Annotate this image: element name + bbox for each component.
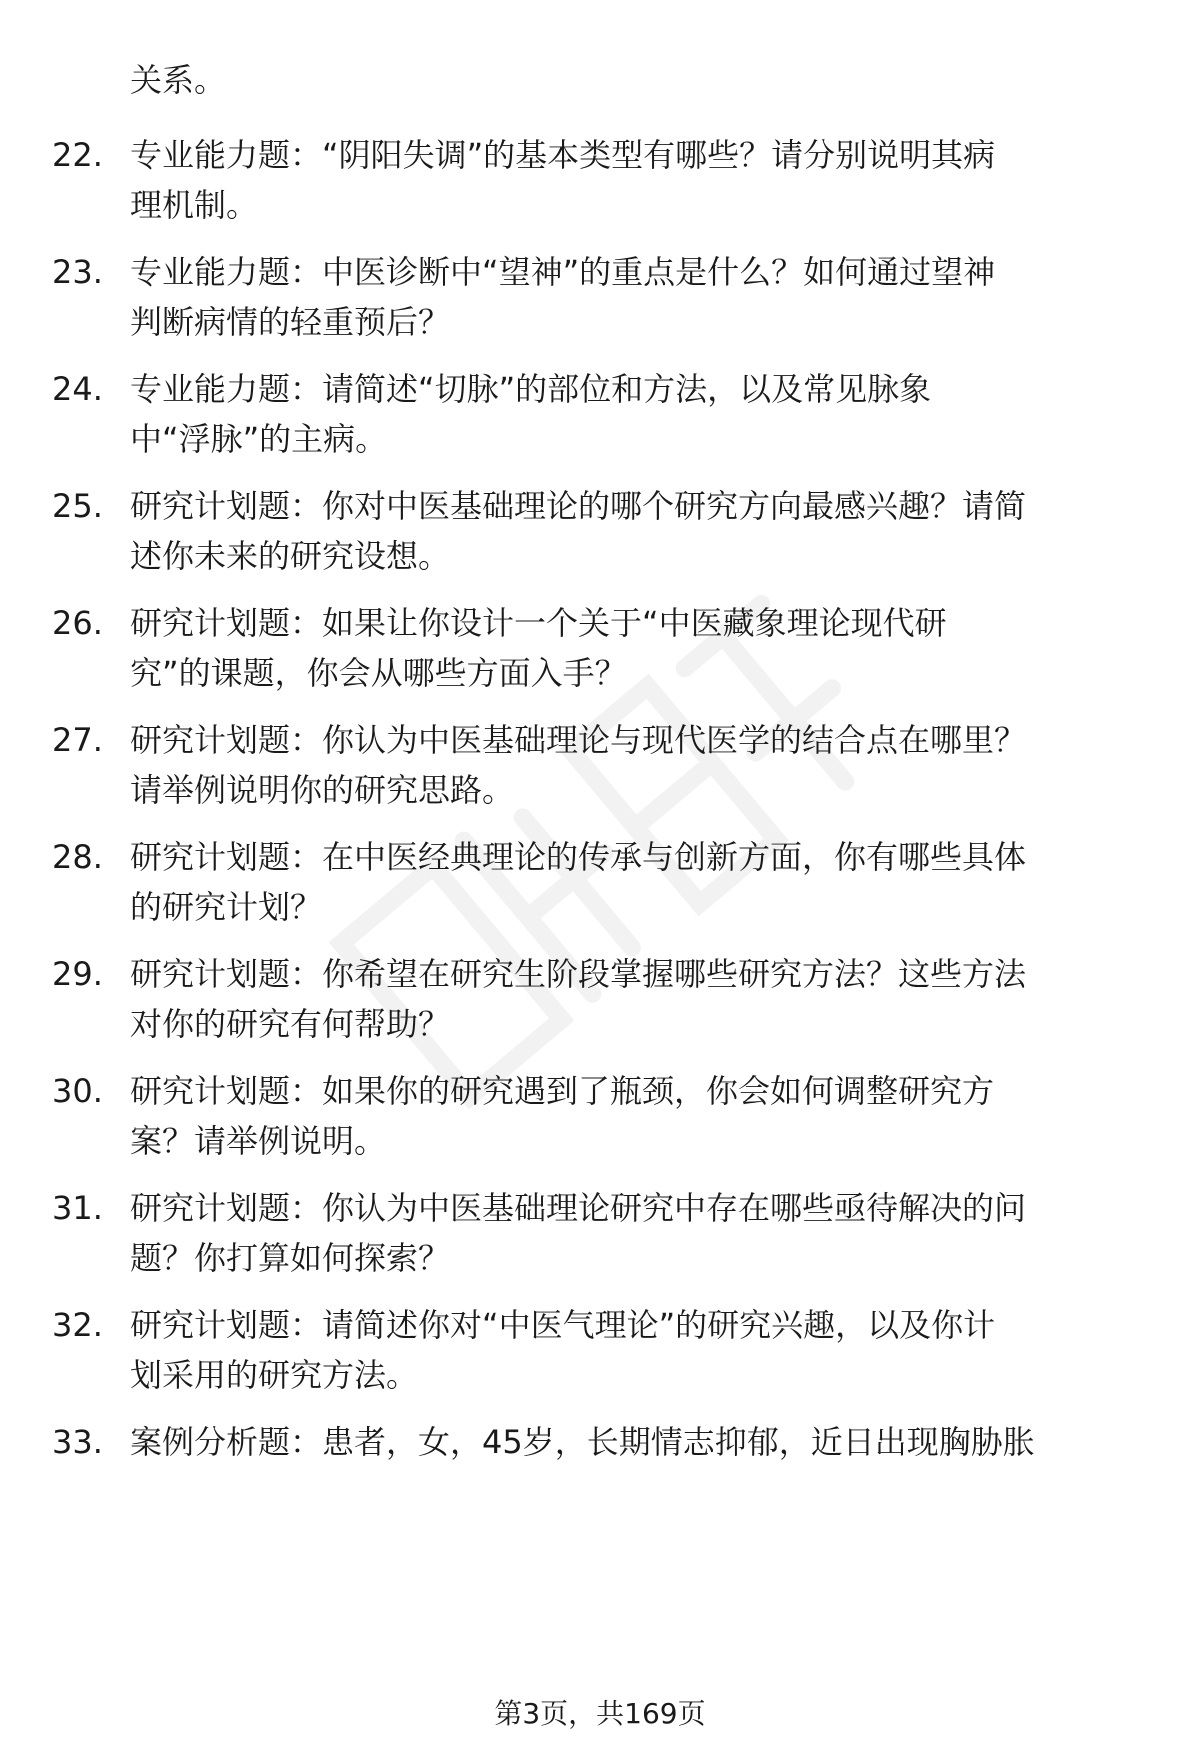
question-text: 研究计划题：你希望在研究生阶段掌握哪些研究方法？这些方法 对你的研究有何帮助？ [130,955,1027,1043]
question-text: 研究计划题：如果让你设计一个关于“中医藏象理论现代研 究”的课题，你会从哪些方面入手？ [130,604,947,692]
question-number: 33. [52,1423,103,1461]
question-number: 28. [52,838,103,876]
question-number: 30. [52,1072,103,1110]
question-text: 研究计划题：你认为中医基础理论与现代医学的结合点在哪里？ 请举例说明你的研究思路。 [130,721,1027,809]
question-text: 研究计划题：你对中医基础理论的哪个研究方向最感兴趣？请简 述你未来的研究设想。 [130,487,1027,575]
page-footer: 第3页，共169页 [494,1697,706,1730]
question-text: 专业能力题：请简述“切脉”的部位和方法，以及常见脉象 中“浮脉”的主病。 [130,370,932,458]
question-text: 研究计划题：如果你的研究遇到了瓶颈，你会如何调整研究方 案？请举例说明。 [130,1072,995,1160]
question-number: 27. [52,721,103,759]
question-text: 专业能力题：“阴阳失调”的基本类型有哪些？请分别说明其病 理机制。 [130,136,996,224]
question-number: 29. [52,955,103,993]
question-text: 研究计划题：在中医经典理论的传承与创新方面，你有哪些具体 的研究计划？ [130,838,1027,926]
question-number: 26. [52,604,103,642]
question-number: 31. [52,1189,103,1227]
question-text: 研究计划题：你认为中医基础理论研究中存在哪些亟待解决的问 题？你打算如何探索？ [130,1189,1027,1277]
question-text: 案例分析题：患者，女，45岁，长期情志抑郁，近日出现胸胁胀 [130,1423,1035,1461]
question-number: 23. [52,253,103,291]
continuation-text: 关系。 [130,61,227,99]
question-text: 研究计划题：请简述你对“中医气理论”的研究兴趣，以及你计 划采用的研究方法。 [130,1306,996,1394]
question-number: 25. [52,487,103,525]
question-number: 24. [52,370,103,408]
question-text: 专业能力题：中医诊断中“望神”的重点是什么？如何通过望神 判断病情的轻重预后？ [130,253,996,341]
question-number: 32. [52,1306,103,1344]
question-number: 22. [52,136,103,174]
